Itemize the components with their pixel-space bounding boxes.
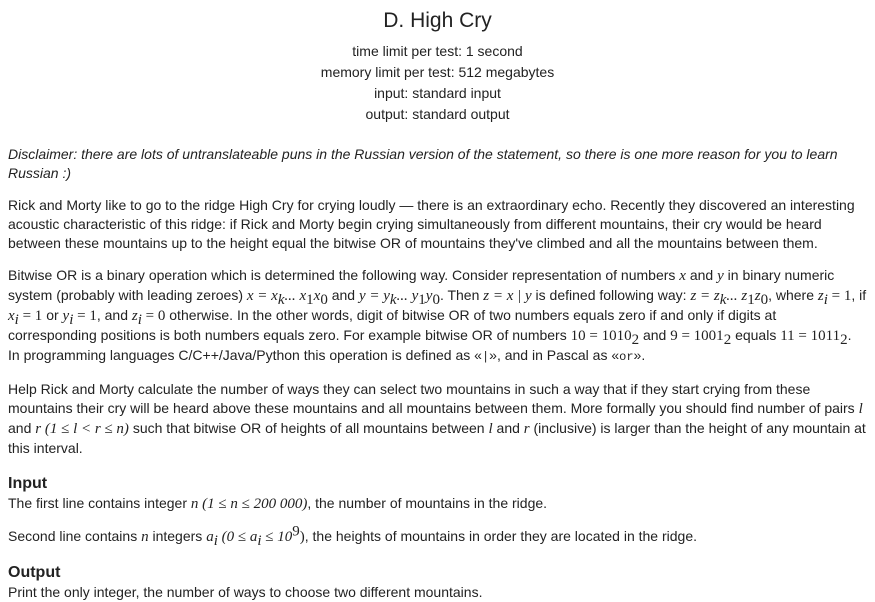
input-line-2: Second line contains n integers $a_i$ $(0 \le a_i \le 10^9)$, the heights of mountains in order they are located in the ridge. xyxy=(8,523,697,549)
output-file: output: standard output xyxy=(365,106,510,122)
statement-paragraph-1: Rick and Morty like to go to the ridge High Cry for crying loudly — there is an extraordinary echo. Recently they discovered an interesting acoustic characteristic of this ridge: if Rick and Morty begin crying simultaneously from different mountains, their cry would be heard between these mountains up to the height equal the bitwise OR of mountains they've climbed and all the mountains between them. xyxy=(8,197,855,251)
problem-legend xyxy=(0,145,875,602)
statement-paragraph-2: Bitwise OR is a binary operation which is determined the following way. Consider representation of numbers x and y in binary numeric system (probably with leading zeroes) $x = x_k$... $x_1x_0$ and $y = y_k$... $y_1y_0$. Then z = x | y is defined following way: $z = z_k$... $z_1z_0$, where $z_i = 1$, if $x_i = 1$ or $y_i = 1$, and $z_i = 0$ otherwise. In the other words, digit of bitwise OR of two numbers equals zero if and only if digits at corresponding positions is both numbers equals zero. For example bitwise OR of numbers $10 = 1010_2$ and $9 = 1001_2$ equals $11 = 1011_2$. In programming languages C/C++/Java/Python this operation is defined as «|», and in Pascal as «or». xyxy=(8,267,867,364)
problem-title: D. High Cry xyxy=(383,9,492,32)
disclaimer: Disclaimer: there are lots of untranslateable puns in the Russian version of the statement, so there is one more reason for you to learn Russian :) xyxy=(8,146,838,181)
time-limit: time limit per test: 1 second xyxy=(352,43,523,59)
input-section-title: Input xyxy=(8,475,48,492)
output-section-title: Output xyxy=(8,564,61,581)
input-file: input: standard input xyxy=(374,85,501,101)
input-line-1: The first line contains integer n (1 ≤ n ≤ 200 000), the number of mountains in the ridge. xyxy=(8,495,548,512)
output-text: Print the only integer, the number of ways to choose two different mountains. xyxy=(8,584,483,600)
statement-paragraph-3: Help Rick and Morty calculate the number of ways they can select two mountains in such a way that if they start crying from these mountains their cry will be heard above these mountains and all mountains between them. More formally you should find number of pairs l and r (1 ≤ l < r ≤ n) such that bitwise OR of heights of all mountains between l and r (inclusive) is larger than the height of any mountain at this interval. xyxy=(8,381,866,456)
memory-limit: memory limit per test: 512 megabytes xyxy=(320,64,555,80)
problem-header xyxy=(0,0,875,125)
